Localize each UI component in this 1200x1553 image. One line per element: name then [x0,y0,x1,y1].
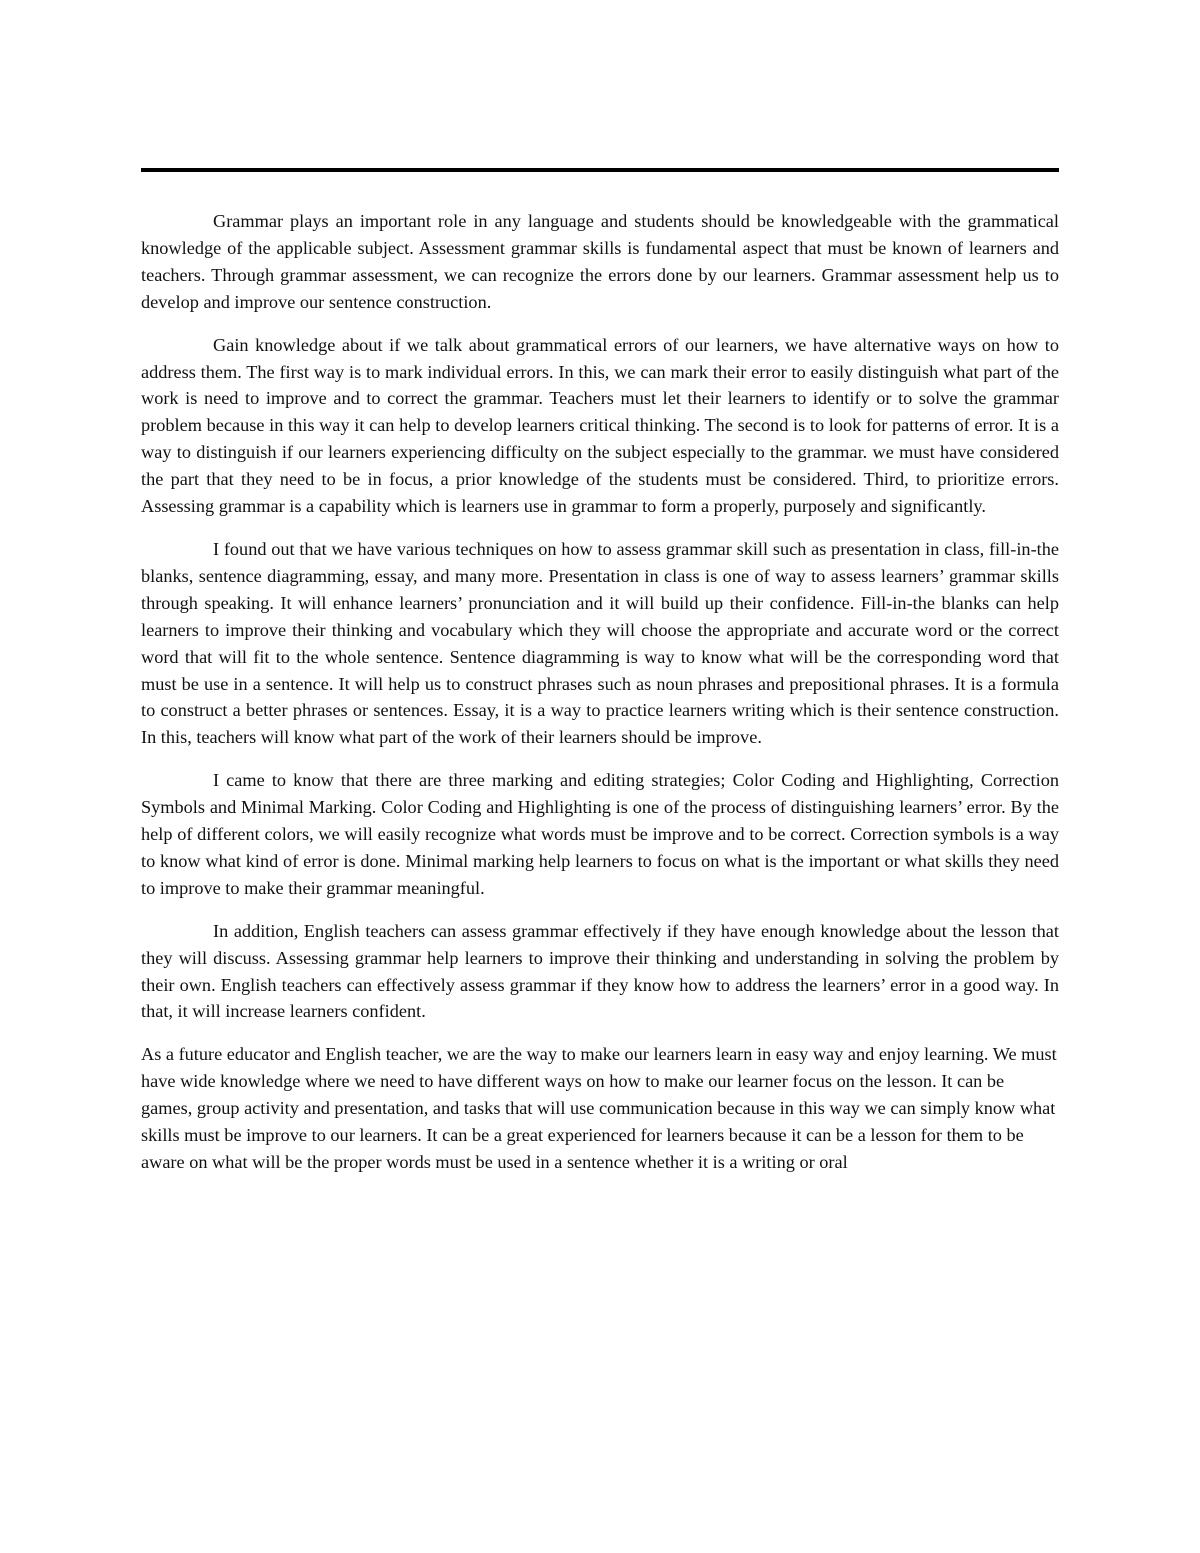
paragraph-4: I came to know that there are three marking and editing strategies; Color Coding and Highlighting, Correction Symbols and Minimal Marking. Color Coding and Highlighting is one of the process of distinguishing learners’ error. By the help of different colors, we will easily recognize what words must be improve and to be correct. Correction symbols is a way to know what kind of error is done. Minimal marking help learners to focus on what is the important or what skills they need to improve to make their grammar meaningful. [141,770,1059,898]
paragraph-1: Grammar plays an important role in any language and students should be knowledgeable with the grammatical knowledge of the applicable subject. Assessment grammar skills is fundamental aspect that must be known of learners and teachers. Through grammar assessment, we can recognize the errors done by our learners. Grammar assessment help us to develop and improve our sentence construction. [141,211,1059,312]
paragraph-3: I found out that we have various techniques on how to assess grammar skill such as presentation in class, fill-in-the blanks, sentence diagramming, essay, and many more. Presentation in class is one of way to assess learners’ grammar skills through speaking. It will enhance learners’ pronunciation and it will build up their confidence. Fill-in-the blanks can help learners to improve their thinking and vocabulary which they will choose the appropriate and accurate word or the correct word that will fit to the whole sentence. Sentence diagramming is way to know what will be the corresponding word that must be use in a sentence. It will help us to construct phrases such as noun phrases and prepositional phrases. It is a formula to construct a better phrases or sentences. Essay, it is a way to practice learners writing which is their sentence construction. In this, teachers will know what part of the work of their learners should be improve. [141,538,1059,748]
paragraph-5: In addition, English teachers can assess grammar effectively if they have enough knowledge about the lesson that they will discuss. Assessing grammar help learners to improve their thinking and understanding in solving the problem by their own. English teachers can effectively assess grammar if they know how to address the learners’ error in a good way. In that, it will increase learners confident. [141,920,1059,1022]
paragraph-6: As a future educator and English teacher, we are the way to make our learners learn in easy way and enjoy learning. We must have wide knowledge where we need to have different ways on how to make our learner focus on the lesson. It can be games, group activity and presentation, and tasks that will use communication because in this way we can simply know what skills must be improve to our learners. It can be a great experienced for learners because it can be a lesson for them to be aware on what will be the proper words must be used in a sentence whether it is a writing or oral [141,1044,1057,1172]
header-rule [141,168,1059,172]
document-body [141,208,1059,1192]
paragraph-2: Gain knowledge about if we talk about grammatical errors of our learners, we have alternative ways on how to address them. The first way is to mark individual errors. In this, we can mark their error to easily distinguish what part of the work is need to improve and to correct the grammar. Teachers must let their learners to identify or to solve the grammar problem because in this way it can help to develop learners critical thinking. The second is to look for patterns of error. It is a way to distinguish if our learners experiencing difficulty on the subject especially to the grammar. we must have considered the part that they need to be in focus, a prior knowledge of the students must be considered. Third, to prioritize errors. Assessing grammar is a capability which is learners use in grammar to form a properly, purposely and significantly. [141,334,1059,517]
